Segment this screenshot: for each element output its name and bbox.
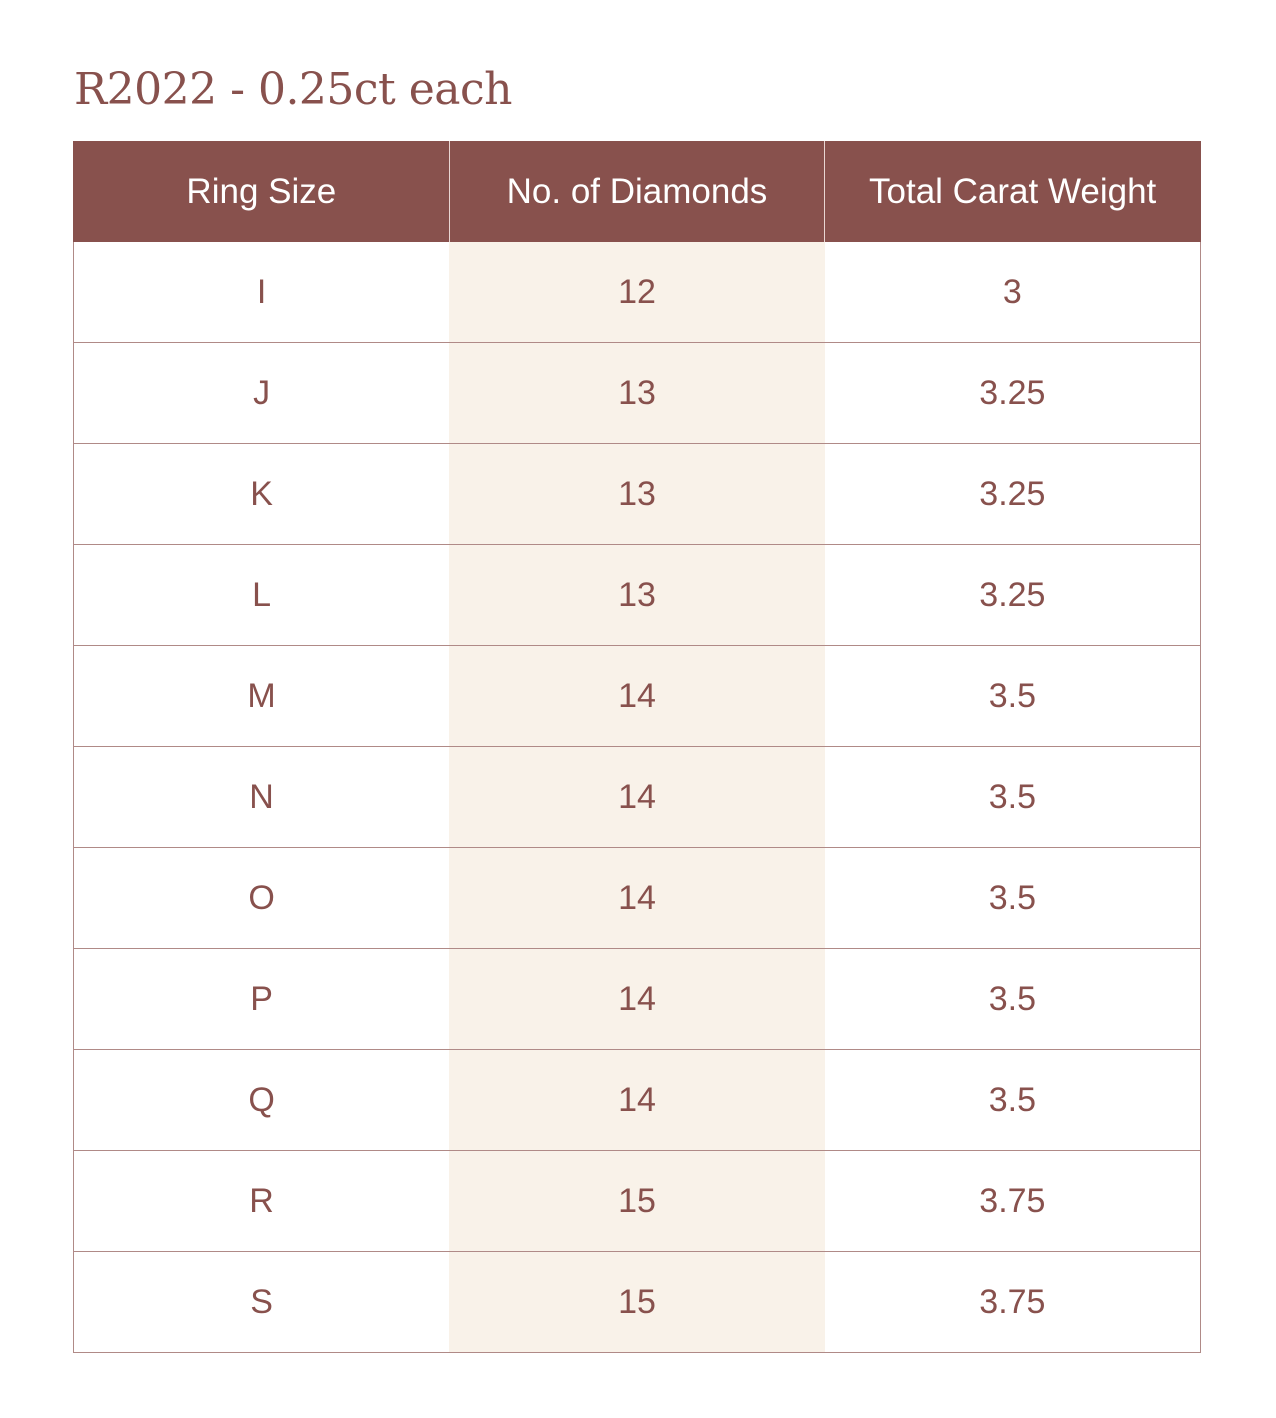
diamond-count-cell: 14: [449, 747, 825, 848]
ring-size-cell: P: [74, 949, 450, 1050]
ring-size-cell: O: [74, 848, 450, 949]
ring-size-cell: M: [74, 646, 450, 747]
table-row: [74, 747, 1201, 848]
ring-size-table: [73, 141, 1201, 1353]
table-row: [74, 242, 1201, 343]
header-no-of-diamonds: No. of Diamonds: [449, 141, 825, 242]
ring-size-cell: S: [74, 1252, 450, 1353]
diamond-count-cell: 13: [449, 444, 825, 545]
page-title: R2022 - 0.25ct each: [74, 64, 512, 115]
table-row: [74, 848, 1201, 949]
table-row: [74, 646, 1201, 747]
carat-weight-cell: 3.5: [825, 949, 1201, 1050]
diamond-count-cell: 14: [449, 949, 825, 1050]
carat-weight-cell: 3.5: [825, 1050, 1201, 1151]
table-row: [74, 545, 1201, 646]
ring-size-cell: I: [74, 242, 450, 343]
carat-weight-cell: 3.5: [825, 747, 1201, 848]
ring-size-cell: N: [74, 747, 450, 848]
table-header: [74, 141, 1201, 242]
ring-size-cell: R: [74, 1151, 450, 1252]
carat-weight-cell: 3.25: [825, 343, 1201, 444]
table-row: [74, 343, 1201, 444]
table-row: [74, 1252, 1201, 1353]
table-body: [74, 242, 1201, 1353]
carat-weight-cell: 3.25: [825, 444, 1201, 545]
carat-weight-cell: 3.5: [825, 848, 1201, 949]
table-row: [74, 949, 1201, 1050]
header-total-carat-weight: Total Carat Weight: [825, 141, 1201, 242]
diamond-count-cell: 13: [449, 343, 825, 444]
ring-size-cell: K: [74, 444, 450, 545]
diamond-count-cell: 13: [449, 545, 825, 646]
diamond-count-cell: 14: [449, 1050, 825, 1151]
carat-weight-cell: 3: [825, 242, 1201, 343]
carat-weight-cell: 3.75: [825, 1252, 1201, 1353]
diamond-count-cell: 14: [449, 848, 825, 949]
header-row: [74, 141, 1201, 242]
carat-weight-cell: 3.75: [825, 1151, 1201, 1252]
diamond-count-cell: 15: [449, 1151, 825, 1252]
ring-size-cell: J: [74, 343, 450, 444]
ring-size-cell: Q: [74, 1050, 450, 1151]
table-row: [74, 1050, 1201, 1151]
carat-weight-cell: 3.5: [825, 646, 1201, 747]
table-row: [74, 1151, 1201, 1252]
diamond-count-cell: 15: [449, 1252, 825, 1353]
header-ring-size: Ring Size: [74, 141, 450, 242]
ring-size-cell: L: [74, 545, 450, 646]
diamond-count-cell: 12: [449, 242, 825, 343]
diamond-count-cell: 14: [449, 646, 825, 747]
carat-weight-cell: 3.25: [825, 545, 1201, 646]
table-row: [74, 444, 1201, 545]
